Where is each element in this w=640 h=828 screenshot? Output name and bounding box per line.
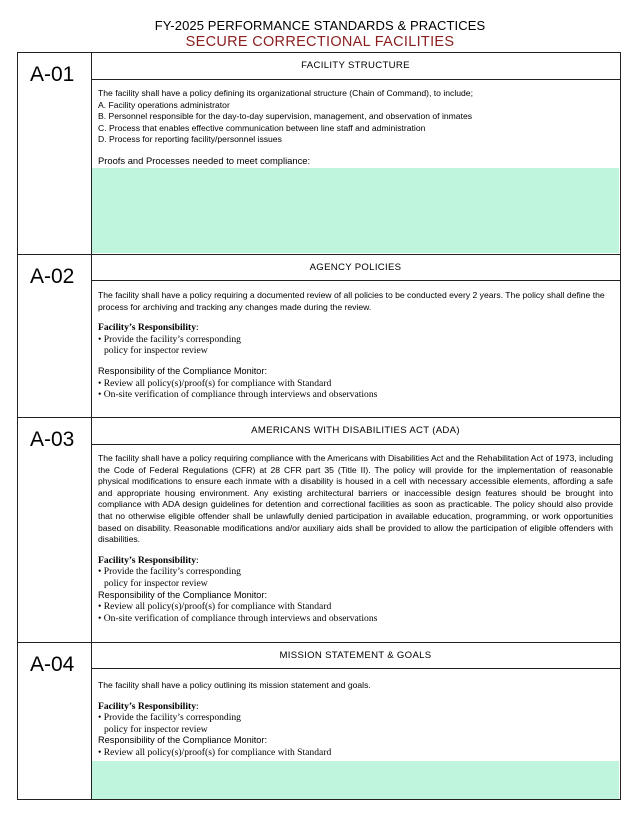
standard-a04 (17, 642, 621, 800)
standard-number: A-03 (30, 428, 75, 451)
facility-responsibility-heading: Facility’s Responsibility (98, 322, 196, 334)
monitor-responsibility-heading: Responsibility of the Compliance Monitor: (98, 735, 268, 746)
standard-title: AGENCY POLICIES (309, 262, 402, 273)
document-title: FY-2025 PERFORMANCE STANDARDS & PRACTICES (154, 18, 486, 33)
list-item: C. Process that enables effective communication between line staff and administration (98, 122, 426, 133)
facility-responsibility-item-cont: policy for inspector review (104, 723, 208, 735)
standard-text: The facility shall have a policy defining its organizational structure (Chain of Command), to include; (98, 88, 473, 98)
standard-text: The facility shall have a policy requiring compliance with the Americans with Disabilities Act and the Rehabilitation Act of 1973, including the Code of Federal Regulations (CFR) at 28 CFR part 35 (Title II). The policy will provide for the implementation of reasonable physical modifications to ensure each inmate with a disability is housed in a cell with necessary accessible elements, affording a safe and appropriate housing environment. Any existing architectural barriers or inaccessible design features should be brought into compliance with ADA design guidelines for detention and correctional facilities as soon as practicable. The policy should also provide that no otherwise eligible offender shall be unlawfully denied participation in available education, programming, or work opportunities based on disability. Reasonable modifications and/or auxiliary aids shall be provided to allow the participation of eligible offenders with disabilities. (98, 453, 613, 545)
standard-number-cell (18, 418, 92, 642)
standard-title: AMERICANS WITH DISABILITIES ACT (ADA) (251, 425, 460, 436)
document-subtitle: SECURE CORRECTIONAL FACILITIES (185, 34, 455, 50)
standard-number-cell (18, 53, 92, 254)
standard-text: The facility shall have a policy outlining its mission statement and goals. (98, 680, 371, 690)
standard-body (98, 290, 613, 401)
monitor-responsibility-item: • Review all policy(s)/proof(s) for compliance with Standard (98, 377, 332, 389)
monitor-responsibility-item: • Review all policy(s)/proof(s) for compliance with Standard (98, 601, 332, 613)
facility-responsibility-item-cont: policy for inspector review (104, 345, 208, 357)
standard-title-bar (91, 418, 620, 445)
monitor-responsibility-heading: Responsibility of the Compliance Monitor: (98, 365, 268, 376)
monitor-responsibility-item: • On-site verification of compliance through interviews and observations (98, 389, 378, 401)
facility-responsibility-item: • Provide the facility’s corresponding (98, 333, 241, 345)
facility-responsibility: Facility’s Responsibility: • Provide the facility’s corresponding policy for inspector review (98, 322, 613, 357)
standard-number: A-02 (30, 265, 75, 288)
standard-body (98, 680, 613, 759)
facility-responsibility: Facility’s Responsibility: • Provide the facility’s corresponding policy for inspector review (98, 701, 613, 736)
standard-number: A-04 (30, 653, 75, 676)
monitor-responsibility-item: • Review all policy(s)/proof(s) for compliance with Standard (98, 746, 332, 758)
standard-number-cell (18, 255, 92, 417)
list-item: A. Facility operations administrator (98, 99, 230, 110)
facility-responsibility: Facility’s Responsibility: • Provide the facility’s corresponding policy for inspector review (98, 555, 613, 590)
proofs-input-area[interactable] (92, 168, 619, 253)
facility-responsibility-heading: Facility’s Responsibility (98, 700, 196, 712)
standard-title-bar (91, 255, 620, 281)
facility-responsibility-heading: Facility’s Responsibility (98, 554, 196, 566)
standard-text: The facility shall have a policy requiring a documented review of all policies to be conducted every 2 years. The policy shall define the process for archiving and tracking any changes made during the review. (98, 290, 605, 312)
standard-a02 (17, 254, 621, 417)
list-item: B. Personnel responsible for the day-to-day supervision, management, and observation of inmates (98, 111, 473, 122)
standard-title: MISSION STATEMENT & GOALS (279, 650, 432, 661)
standard-body (98, 453, 613, 624)
standard-body (98, 88, 613, 166)
proofs-input-area[interactable] (92, 761, 619, 799)
structure-list (98, 100, 613, 146)
standard-number-cell (18, 643, 92, 799)
standard-a03 (17, 417, 621, 642)
proofs-label: Proofs and Processes needed to meet compliance: (98, 154, 311, 166)
facility-responsibility-item-cont: policy for inspector review (104, 577, 208, 589)
standard-title-bar (91, 643, 620, 669)
standard-title: FACILITY STRUCTURE (301, 60, 410, 71)
standard-title-bar (91, 53, 620, 80)
facility-responsibility-item: • Provide the facility’s corresponding (98, 712, 241, 724)
standard-number: A-01 (30, 63, 75, 86)
facility-responsibility-item: • Provide the facility’s corresponding (98, 566, 241, 578)
standard-a01 (17, 52, 621, 254)
list-item: D. Process for reporting facility/personnel issues (98, 134, 282, 145)
monitor-responsibility-item: • On-site verification of compliance through interviews and observations (98, 612, 378, 624)
monitor-responsibility-heading: Responsibility of the Compliance Monitor: (98, 589, 268, 600)
